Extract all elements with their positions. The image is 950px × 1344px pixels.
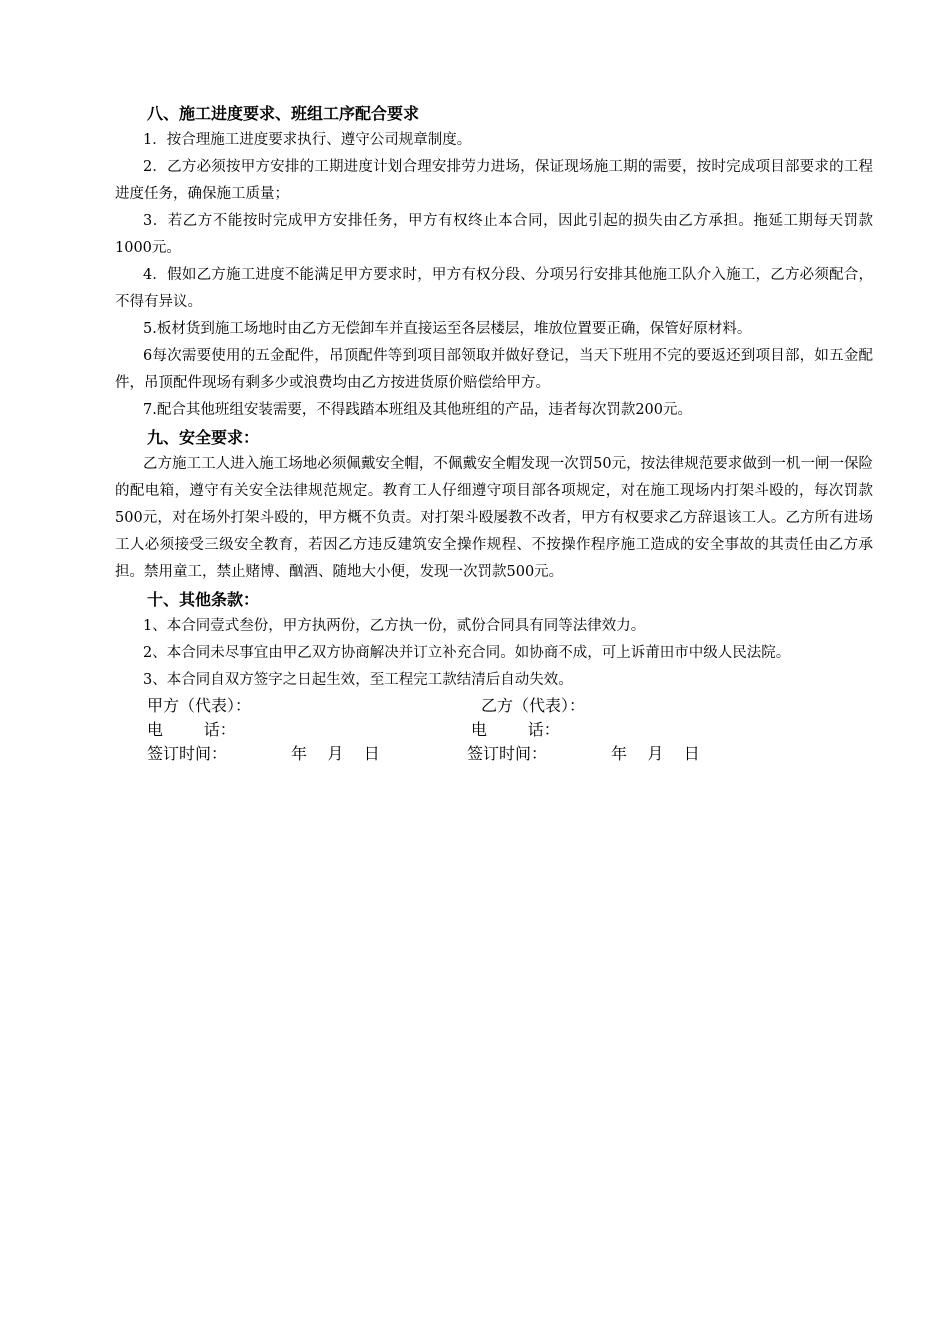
party-a-date-label: 签订时间：	[147, 744, 228, 763]
section-8-item-6: 6每次需要使用的五金配件，吊顶配件等到项目部领取并做好登记，当天下班用不完的要返还到项目部，如五金配件，吊顶配件现场有剩多少或浪费均由乙方按进货原价赔偿给甲方。	[115, 348, 873, 391]
section-8-item-3: 3．若乙方不能按时完成甲方安排任务，甲方有权终止本合同，因此引起的损失由乙方承担。拖延工期每天罚款1000元。	[115, 213, 873, 256]
party-a-label: 甲方（代表）：	[147, 696, 252, 715]
signature-row-phone	[115, 718, 873, 742]
section-10-item-3: 3、本合同自双方签字之日起生效，至工程完工款结清后自动失效。	[143, 672, 573, 688]
section-10-item-1: 1、本合同壹式叁份，甲方执两份，乙方执一份，贰份合同具有同等法律效力。	[143, 618, 646, 634]
section-8-item-4: 4．假如乙方施工进度不能满足甲方要求时，甲方有权分段、分项另行安排其他施工队介入施工，乙方必须配合，不得有异议。	[115, 267, 873, 310]
party-b-phone-label: 电 话：	[471, 720, 560, 739]
section-8-item-2: 2．乙方必须按甲方安排的工期进度计划合理安排劳力进场，保证现场施工期的需要，按时完成项目部要求的工程进度任务，确保施工质量；	[115, 159, 873, 202]
section-9-heading: 九、安全要求：	[147, 428, 260, 447]
signature-row-date	[115, 742, 873, 766]
contract-body	[115, 100, 873, 766]
section-8-item-1: 1．按合理施工进度要求执行、遵守公司规章制度。	[143, 132, 472, 148]
section-8-heading: 八、施工进度要求、班组工序配合要求	[147, 104, 420, 123]
section-10-heading: 十、其他条款：	[147, 590, 260, 609]
party-a-date: 年 月 日	[291, 744, 380, 763]
party-b-date: 年 月 日	[611, 744, 700, 763]
section-10-item-2: 2、本合同未尽事宜由甲乙双方协商解决并订立补充合同。如协商不成，可上诉莆田市中级人民法院。	[143, 645, 791, 661]
section-9-paragraph: 乙方施工工人进入施工场地必须佩戴安全帽，不佩戴安全帽发现一次罚50元，按法律规范要求做到一机一闸一保险的配电箱，遵守有关安全法律规范规定。教育工人仔细遵守项目部各项规定，对在施工现场内打架斗殴的，每次罚款500元，对在场外打架斗殴的，甲方概不负责。对打架斗殴屡教不改者，甲方有权要求乙方辞退该工人。乙方所有进场工人必须接受三级安全教育，若因乙方违反建筑安全操作规程、不按操作程序施工造成的安全事故的其责任由乙方承担。禁用童工，禁止赌博、酗酒、随地大小便，发现一次罚款500元。	[115, 456, 873, 580]
party-b-date-label: 签订时间：	[467, 744, 548, 763]
party-a-phone-label: 电 话：	[147, 720, 236, 739]
party-b-label: 乙方（代表）：	[481, 696, 586, 715]
section-8-item-5: 5.板材货到施工场地时由乙方无偿卸车并直接运至各层楼层，堆放位置要正确，保管好原材料。	[143, 321, 752, 337]
signature-row-parties	[115, 694, 873, 718]
section-8-item-7: 7.配合其他班组安装需要，不得践踏本班组及其他班组的产品，违者每次罚款200元。	[143, 402, 693, 418]
